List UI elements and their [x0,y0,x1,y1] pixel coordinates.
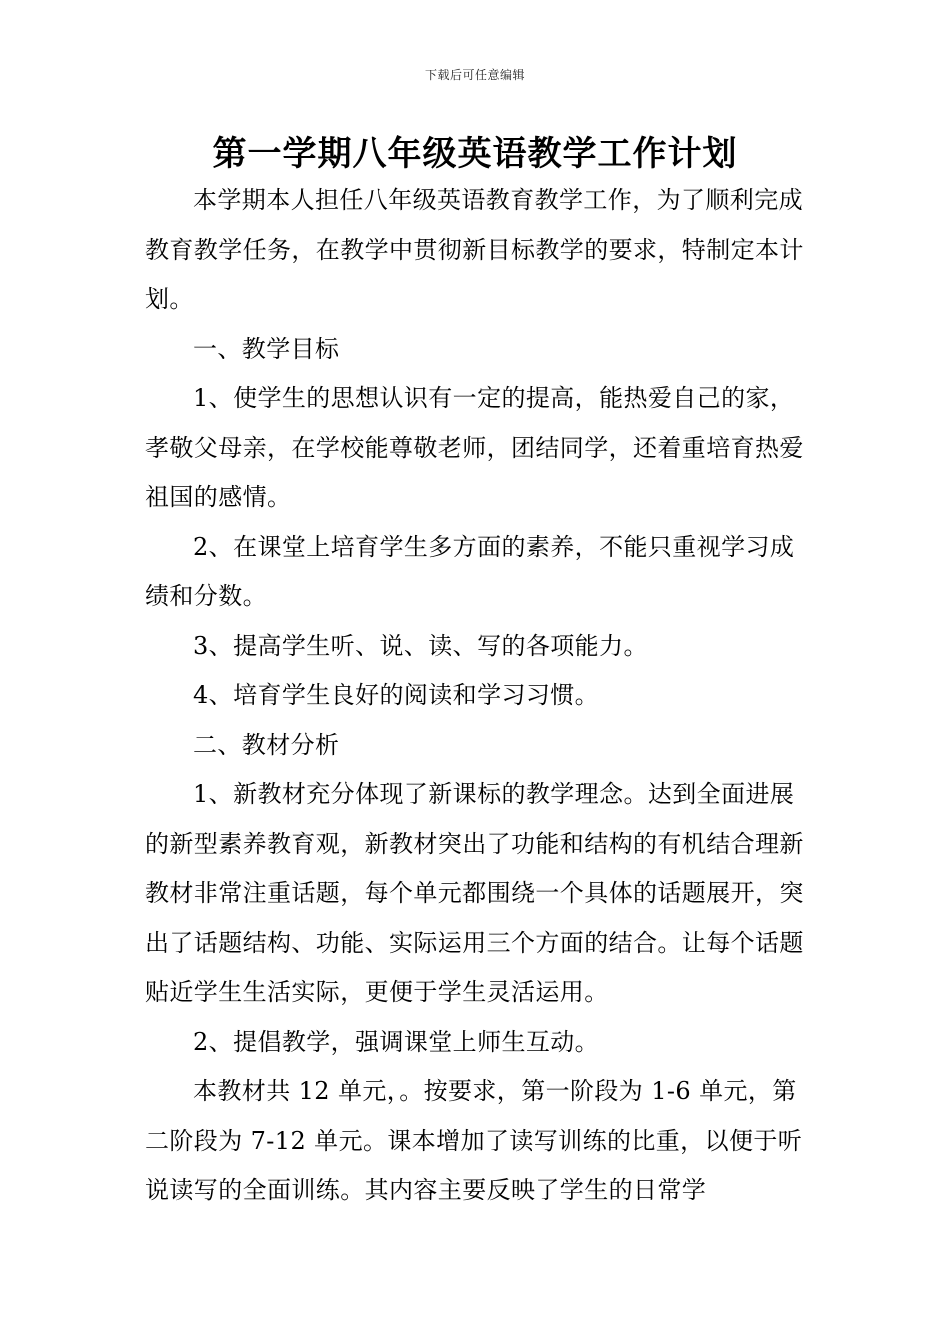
goal-item-4: 4、培育学生良好的阅读和学习习惯。 [193,681,600,709]
document-body [145,176,810,1216]
section-heading-teaching-goals: 一、教学目标 [193,334,340,363]
textbook-units-paragraph: 本教材共 12 单元，。按要求，第一阶段为 1-6 单元，第二阶段为 7-12 单元。课本增加了读写训练的比重，以便于听说读写的全面训练。其内容主要反映了学生的日常学 [145,1077,803,1204]
intro-paragraph: 本学期本人担任八年级英语教育教学工作，为了顺利完成教育教学任务，在教学中贯彻新目标教学的要求，特制定本计划。 [145,186,804,313]
header-note: 下载后可任意编辑 [424,68,525,82]
goal-item-1: 1、使学生的思想认识有一定的提高，能热爱自己的家，孝敬父母亲，在学校能尊敬老师，团结同学，还着重培育热爱祖国的感情。 [145,384,804,511]
analysis-item-2: 2、提倡教学，强调课堂上师生互动。 [193,1027,600,1056]
goal-item-3: 3、提高学生听、说、读、写的各项能力。 [193,631,648,660]
analysis-item-1: 1、新教材充分体现了新课标的教学理念。达到全面进展的新型素养教育观，新教材突出了功能和结构的有机结合理新教材非常注重话题，每个单元都围绕一个具体的话题展开，突出了话题结构、功能、实际运用三个方面的结合。让每个话题贴近学生生活实际，更便于学生灵活运用。 [145,780,804,1006]
document-title: 第一学期八年级英语教学工作计划 [212,134,738,174]
section-heading-textbook-analysis: 二、教材分析 [193,730,340,759]
goal-item-2: 2、在课堂上培育学生多方面的素养，不能只重视学习成绩和分数。 [145,532,795,610]
